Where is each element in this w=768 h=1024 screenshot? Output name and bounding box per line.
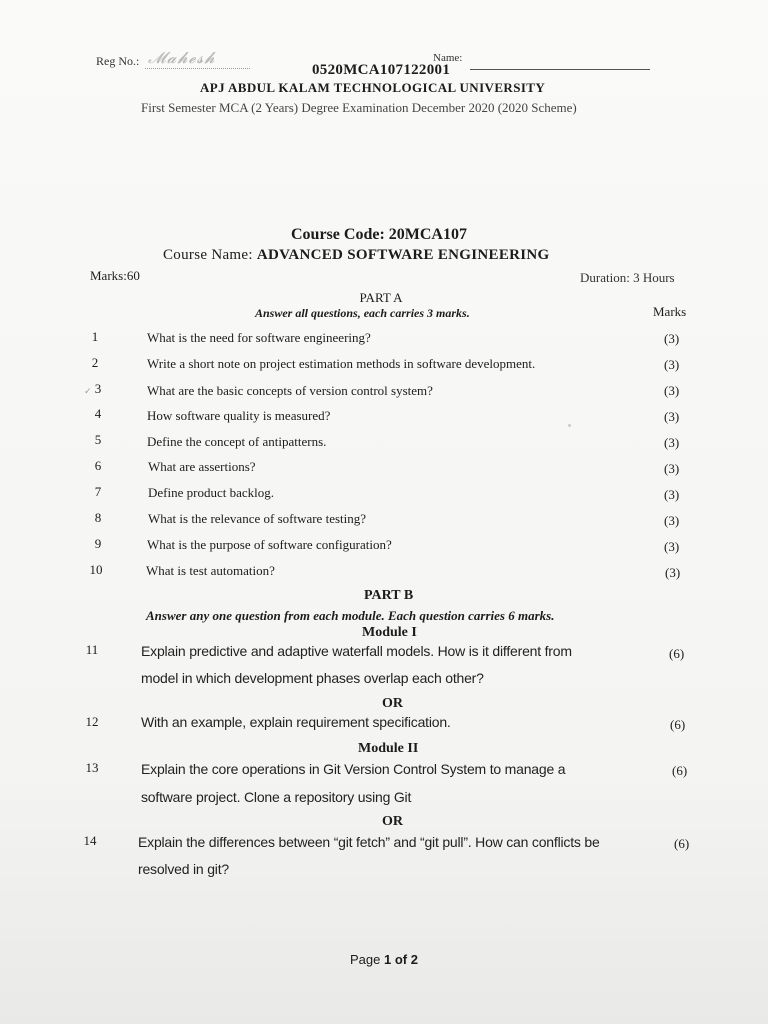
reg-number: 0520MCA107122001	[312, 62, 451, 78]
question-number: 3	[94, 381, 102, 396]
pencil-tick-icon: ✓	[84, 386, 92, 396]
name-label: Name:	[433, 52, 463, 64]
part-a-title: PART A	[359, 290, 403, 305]
duration: Duration: 3 Hours	[580, 270, 675, 285]
question-number: 1	[91, 329, 99, 344]
question-marks: (3)	[665, 565, 681, 580]
question-number: 12	[85, 714, 99, 729]
question-text: Explain the core operations in Git Version Control System to manage a	[141, 761, 566, 777]
question-marks: (3)	[664, 513, 680, 528]
question-number: 4	[94, 406, 102, 421]
question-marks: (3)	[664, 383, 680, 398]
question-marks: (3)	[664, 539, 680, 554]
question-text: What are assertions?	[148, 459, 256, 474]
or-separator: OR	[382, 814, 403, 829]
question-text: Define product backlog.	[148, 485, 274, 500]
course-name-label: Course Name:	[163, 247, 253, 263]
question-text-cont: software project. Clone a repository using Git	[141, 789, 412, 805]
page-total: 2	[410, 952, 418, 967]
question-number: 11	[85, 642, 99, 657]
course-name-line	[163, 247, 550, 264]
exam-title: First Semester MCA (2 Years) Degree Examination December 2020 (2020 Scheme)	[141, 100, 577, 115]
question-marks: (3)	[664, 461, 680, 476]
question-number: 7	[94, 484, 102, 499]
part-b-title: PART B	[364, 588, 414, 603]
question-number: 14	[83, 833, 97, 848]
module-1-heading: Module I	[362, 625, 417, 640]
reg-no-handwritten-signature: 𝓜𝓪𝓱𝓮𝓼𝓱	[148, 48, 216, 67]
part-b-instruction: Answer any one question from each module. Each question carries 6 marks.	[146, 608, 555, 623]
name-underline	[470, 69, 650, 70]
question-text: Explain predictive and adaptive waterfall models. How is it different from	[141, 643, 572, 659]
university-name: APJ ABDUL KALAM TECHNOLOGICAL UNIVERSITY	[200, 80, 546, 95]
question-text: Define the concept of antipatterns.	[147, 434, 327, 449]
part-a-instruction: Answer all questions, each carries 3 marks.	[255, 306, 470, 320]
question-text: What is test automation?	[146, 563, 275, 578]
of-word: of	[394, 952, 408, 967]
question-text: What is the need for software engineering?	[147, 330, 371, 345]
question-text-cont: resolved in git?	[138, 861, 229, 877]
question-marks: (3)	[664, 357, 680, 372]
page-word: Page	[350, 952, 381, 967]
question-text: What is the relevance of software testing?	[148, 511, 367, 526]
question-number: 13	[85, 760, 99, 775]
or-separator: OR	[382, 696, 403, 711]
question-marks: (6)	[670, 717, 686, 732]
question-marks: (6)	[669, 646, 685, 661]
module-2-heading: Module II	[358, 741, 419, 756]
question-text: What is the purpose of software configuration?	[147, 537, 392, 552]
question-text: What are the basic concepts of version control system?	[147, 383, 433, 398]
page-current: 1	[384, 952, 392, 967]
question-marks: (3)	[664, 487, 680, 502]
question-text: Explain the differences between “git fetch” and “git pull”. How can conflicts be	[138, 834, 600, 850]
page-footer	[0, 952, 768, 967]
question-marks: (3)	[664, 409, 680, 424]
question-text-cont: model in which development phases overlap each other?	[141, 670, 484, 686]
course-code: Course Code: 20MCA107	[291, 226, 467, 243]
question-number: 8	[94, 510, 102, 525]
reg-no-underline	[145, 68, 250, 69]
marks-column-heading: Marks	[653, 304, 687, 319]
question-marks: (3)	[664, 435, 680, 450]
question-marks: (3)	[664, 331, 680, 346]
question-marks: (6)	[674, 836, 690, 851]
question-marks: (6)	[672, 763, 688, 778]
question-number: 2	[91, 355, 99, 370]
question-text: With an example, explain requirement specification.	[141, 714, 451, 730]
max-marks: Marks:60	[90, 268, 140, 283]
question-number: 5	[94, 432, 102, 447]
question-number: 9	[94, 536, 102, 551]
course-name: ADVANCED SOFTWARE ENGINEERING	[256, 247, 550, 263]
question-number: 6	[94, 458, 102, 473]
question-text: Write a short note on project estimation methods in software development.	[147, 356, 536, 371]
paper-smudge	[568, 424, 571, 427]
question-text: How software quality is measured?	[147, 408, 331, 423]
question-number: 10	[89, 562, 103, 577]
reg-no-label: Reg No.:	[96, 54, 140, 68]
